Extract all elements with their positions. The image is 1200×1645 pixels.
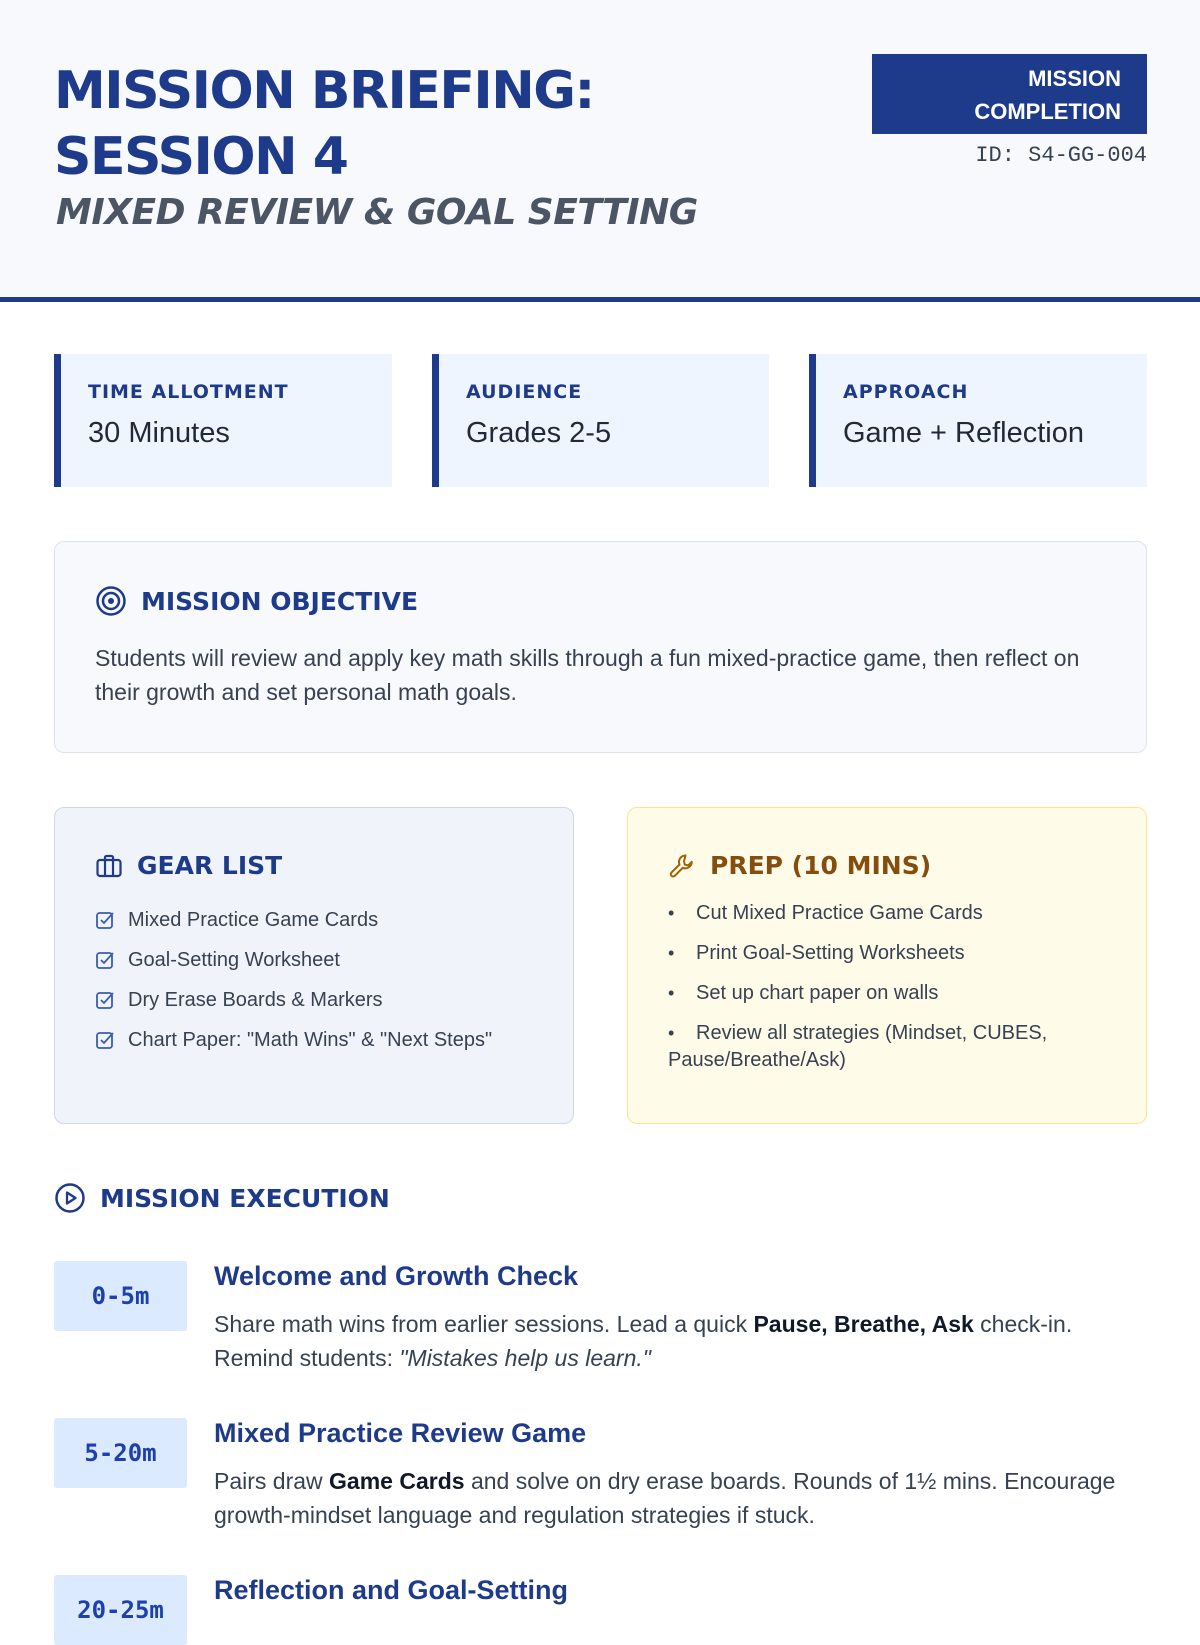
target-icon bbox=[95, 585, 127, 617]
info-value: 30 Minutes bbox=[88, 417, 230, 449]
wrench-icon bbox=[668, 852, 696, 880]
objective-heading bbox=[95, 585, 1106, 617]
page-subtitle: MIXED REVIEW & GOAL SETTING bbox=[56, 192, 698, 233]
checkbox-checked-icon bbox=[95, 990, 115, 1010]
gear-heading-text: GEAR LIST bbox=[137, 851, 283, 880]
info-label: AUDIENCE bbox=[466, 381, 583, 403]
gear-items bbox=[95, 900, 573, 1060]
execution-step bbox=[54, 1261, 1147, 1381]
execution-heading bbox=[54, 1182, 390, 1214]
title-line-2: SESSION 4 bbox=[54, 127, 348, 187]
step-title: Mixed Practice Review Game bbox=[214, 1418, 587, 1448]
gear-item bbox=[95, 980, 573, 1020]
checkbox-checked-icon bbox=[95, 1030, 115, 1050]
objective-text: Students will review and apply key math skills through a fun mixed-practice game, then reflect on their growth and set personal math goals. bbox=[95, 645, 1080, 705]
gear-list-card bbox=[54, 807, 574, 1124]
stamp-line-2: COMPLETION bbox=[974, 99, 1121, 124]
info-label: APPROACH bbox=[843, 381, 969, 403]
page-title bbox=[54, 58, 594, 190]
gear-item-label: Chart Paper: "Math Wins" & "Next Steps" bbox=[128, 1028, 493, 1051]
info-value: Grades 2-5 bbox=[466, 417, 612, 449]
mission-id: ID: S4-GG-004 bbox=[975, 143, 1147, 168]
gear-item-label: Goal-Setting Worksheet bbox=[128, 948, 340, 971]
execution-step bbox=[54, 1418, 1147, 1538]
stamp-line-1: MISSION bbox=[1028, 66, 1121, 91]
gear-item-label: Mixed Practice Game Cards bbox=[128, 908, 379, 931]
gear-item bbox=[95, 900, 573, 940]
gear-item bbox=[95, 940, 573, 980]
step-time-badge: 20-25m bbox=[54, 1575, 187, 1645]
prep-item: • Cut Mixed Practice Game Cards bbox=[668, 900, 1122, 927]
step-title: Welcome and Growth Check bbox=[214, 1261, 579, 1291]
prep-items bbox=[668, 900, 1122, 1074]
prep-heading bbox=[668, 851, 1122, 880]
step-time-badge: 5-20m bbox=[54, 1418, 187, 1488]
prep-heading-text: PREP (10 MINS) bbox=[710, 851, 932, 880]
checkbox-checked-icon bbox=[95, 950, 115, 970]
gear-item bbox=[95, 1020, 573, 1060]
prep-card bbox=[627, 807, 1147, 1124]
mission-completion-stamp bbox=[872, 54, 1147, 134]
info-card-time bbox=[54, 354, 392, 487]
step-time-badge: 0-5m bbox=[54, 1261, 187, 1331]
gear-heading bbox=[95, 851, 573, 880]
prep-item: • Print Goal-Setting Worksheets bbox=[668, 940, 1122, 967]
step-description: Pairs draw Game Cards and solve on dry erase boards. Rounds of 1½ mins. Encourage growth-mindset language and regulation strategies if stuck. bbox=[214, 1468, 1116, 1528]
info-card-approach bbox=[809, 354, 1147, 487]
mission-objective-card bbox=[54, 541, 1147, 753]
step-title: Reflection and Goal-Setting bbox=[214, 1575, 569, 1605]
briefing-header bbox=[0, 0, 1200, 302]
checkbox-checked-icon bbox=[95, 910, 115, 930]
play-circle-icon bbox=[54, 1182, 86, 1214]
info-value: Game + Reflection bbox=[843, 417, 1084, 449]
prep-item: • Set up chart paper on walls bbox=[668, 980, 1122, 1007]
step-description: Share math wins from earlier sessions. Lead a quick Pause, Breathe, Ask check-in. Remind students: "Mistakes help us learn." bbox=[214, 1311, 1073, 1371]
objective-heading-text: MISSION OBJECTIVE bbox=[141, 586, 419, 616]
execution-heading-text: MISSION EXECUTION bbox=[100, 1183, 390, 1213]
title-line-1: MISSION BRIEFING: bbox=[54, 61, 594, 121]
prep-item: • Review all strategies (Mindset, CUBES, Pause/Breathe/Ask) bbox=[668, 1020, 1122, 1074]
briefcase-icon bbox=[95, 852, 123, 880]
info-card-audience bbox=[432, 354, 769, 487]
gear-item-label: Dry Erase Boards & Markers bbox=[128, 988, 383, 1011]
execution-step bbox=[54, 1575, 1147, 1624]
info-label: TIME ALLOTMENT bbox=[88, 381, 289, 403]
